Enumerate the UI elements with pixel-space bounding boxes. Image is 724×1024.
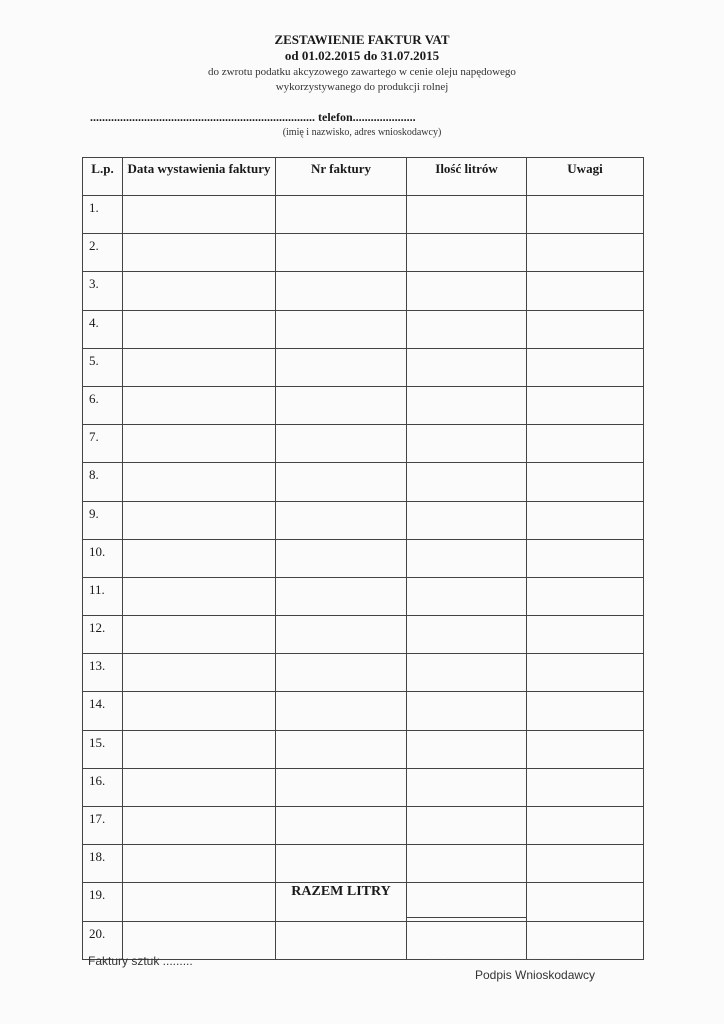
invoice-date-cell[interactable] <box>123 425 276 463</box>
invoice-number-cell[interactable] <box>276 234 407 272</box>
invoice-date-cell[interactable] <box>123 730 276 768</box>
invoice-date-cell[interactable] <box>123 883 276 921</box>
notes-cell[interactable] <box>527 463 644 501</box>
liters-cell[interactable] <box>407 234 527 272</box>
liters-cell[interactable] <box>407 692 527 730</box>
row-number: 10. <box>83 539 123 577</box>
notes-cell[interactable] <box>527 845 644 883</box>
notes-cell[interactable] <box>527 348 644 386</box>
liters-cell[interactable] <box>407 845 527 883</box>
row-number: 6. <box>83 386 123 424</box>
invoice-date-cell[interactable] <box>123 272 276 310</box>
table-row <box>83 463 644 501</box>
invoice-date-cell[interactable] <box>123 196 276 234</box>
invoice-number-cell[interactable] <box>276 807 407 845</box>
notes-cell[interactable] <box>527 616 644 654</box>
table-row <box>83 768 644 806</box>
notes-cell[interactable] <box>527 539 644 577</box>
invoice-number-cell[interactable] <box>276 348 407 386</box>
liters-cell[interactable] <box>407 616 527 654</box>
liters-cell[interactable] <box>407 463 527 501</box>
purpose-line-2: wykorzystywanego do produkcji rolnej <box>275 81 449 93</box>
notes-cell[interactable] <box>527 310 644 348</box>
row-number: 11. <box>83 577 123 615</box>
header-invoice-date: Data wystawienia faktury <box>123 158 276 196</box>
notes-cell[interactable] <box>527 196 644 234</box>
row-number: 12. <box>83 616 123 654</box>
notes-cell[interactable] <box>527 386 644 424</box>
invoice-date-cell[interactable] <box>123 463 276 501</box>
row-number: 20. <box>83 921 123 959</box>
row-number: 5. <box>83 348 123 386</box>
row-number: 2. <box>83 234 123 272</box>
table-row <box>83 348 644 386</box>
table-row <box>83 425 644 463</box>
liters-cell[interactable] <box>407 730 527 768</box>
invoice-number-cell[interactable] <box>276 501 407 539</box>
document-period: od 01.02.2015 do 31.07.2015 <box>284 48 440 63</box>
table-row <box>83 577 644 615</box>
notes-cell[interactable] <box>527 807 644 845</box>
invoice-date-cell[interactable] <box>123 845 276 883</box>
invoice-date-cell[interactable] <box>123 807 276 845</box>
invoice-number-cell[interactable] <box>276 310 407 348</box>
invoice-date-cell[interactable] <box>123 692 276 730</box>
notes-cell[interactable] <box>527 577 644 615</box>
invoice-number-cell[interactable] <box>276 768 407 806</box>
row-number: 14. <box>83 692 123 730</box>
applicant-dots: ........................................................................... <box>90 110 315 124</box>
invoice-number-cell[interactable] <box>276 577 407 615</box>
row-number: 13. <box>83 654 123 692</box>
invoice-date-cell[interactable] <box>123 539 276 577</box>
table-row <box>83 616 644 654</box>
invoice-number-cell[interactable] <box>276 463 407 501</box>
liters-cell[interactable] <box>407 807 527 845</box>
invoice-date-cell[interactable] <box>123 348 276 386</box>
row-number: 1. <box>83 196 123 234</box>
liters-cell[interactable] <box>407 272 527 310</box>
table-row <box>83 654 644 692</box>
signature-line: .............................................. <box>430 952 580 962</box>
header-lp: L.p. <box>83 158 123 196</box>
applicant-caption: (imię i nazwisko, adres wnioskodawcy) <box>282 127 442 138</box>
table-row <box>83 310 644 348</box>
invoice-date-cell[interactable] <box>123 501 276 539</box>
invoice-date-cell[interactable] <box>123 577 276 615</box>
table-row <box>83 196 644 234</box>
table-row <box>83 386 644 424</box>
row-number: 4. <box>83 310 123 348</box>
notes-cell[interactable] <box>527 272 644 310</box>
row-number: 18. <box>83 845 123 883</box>
invoice-number-cell[interactable] <box>276 539 407 577</box>
liters-cell[interactable] <box>407 386 527 424</box>
invoice-date-cell[interactable] <box>123 234 276 272</box>
table-row <box>83 234 644 272</box>
row-number: 19. <box>83 883 123 921</box>
liters-cell[interactable] <box>407 577 527 615</box>
row-number: 15. <box>83 730 123 768</box>
invoices-count: Faktury sztuk ......... <box>88 954 193 968</box>
liters-cell[interactable] <box>407 348 527 386</box>
row-number: 7. <box>83 425 123 463</box>
table-row <box>83 539 644 577</box>
liters-cell[interactable] <box>407 768 527 806</box>
notes-cell[interactable] <box>527 768 644 806</box>
purpose-line-1: do zwrotu podatku akcyzowego zawartego w cenie oleju napędowego <box>208 66 516 78</box>
invoice-date-cell[interactable] <box>123 386 276 424</box>
invoice-table <box>82 157 644 960</box>
invoice-number-cell[interactable] <box>276 196 407 234</box>
table-row <box>83 807 644 845</box>
table-row <box>83 272 644 310</box>
liters-cell[interactable] <box>407 539 527 577</box>
liters-cell[interactable] <box>407 425 527 463</box>
row-number: 3. <box>83 272 123 310</box>
invoice-number-cell[interactable] <box>276 386 407 424</box>
notes-cell[interactable] <box>527 234 644 272</box>
invoice-number-cell[interactable] <box>276 921 407 959</box>
invoice-number-cell[interactable] <box>276 845 407 883</box>
notes-cell[interactable] <box>527 425 644 463</box>
notes-cell[interactable] <box>527 654 644 692</box>
invoice-number-cell[interactable] <box>276 616 407 654</box>
total-liters-cell[interactable] <box>406 881 527 918</box>
notes-cell[interactable] <box>527 730 644 768</box>
signature-label: Podpis Wnioskodawcy <box>475 968 596 982</box>
header-invoice-number: Nr faktury <box>276 158 407 196</box>
notes-cell[interactable] <box>527 501 644 539</box>
liters-cell[interactable] <box>407 196 527 234</box>
table-row <box>83 730 644 768</box>
header-notes: Uwagi <box>527 158 644 196</box>
header-liters: Ilość litrów <box>407 158 527 196</box>
notes-cell[interactable] <box>527 883 644 921</box>
applicant-line <box>90 110 640 125</box>
invoice-date-cell[interactable] <box>123 654 276 692</box>
invoice-date-cell[interactable] <box>123 310 276 348</box>
phone-label: telefon..................... <box>318 110 416 124</box>
row-number: 8. <box>83 463 123 501</box>
liters-cell[interactable] <box>407 654 527 692</box>
liters-cell[interactable] <box>407 310 527 348</box>
invoice-date-cell[interactable] <box>123 768 276 806</box>
table-row <box>83 501 644 539</box>
liters-cell[interactable] <box>407 501 527 539</box>
notes-cell[interactable] <box>527 692 644 730</box>
invoice-number-cell[interactable] <box>276 730 407 768</box>
row-number: 16. <box>83 768 123 806</box>
invoice-number-cell[interactable] <box>276 272 407 310</box>
row-number: 9. <box>83 501 123 539</box>
invoice-number-cell[interactable] <box>276 654 407 692</box>
total-label: RAZEM LITRY <box>291 884 391 899</box>
document-title: ZESTAWIENIE FAKTUR VAT <box>274 32 450 47</box>
table-row <box>83 845 644 883</box>
table-row <box>83 692 644 730</box>
table-header-row <box>83 158 644 196</box>
row-number: 17. <box>83 807 123 845</box>
invoice-number-cell[interactable] <box>276 425 407 463</box>
invoice-date-cell[interactable] <box>123 616 276 654</box>
invoice-number-cell[interactable] <box>276 692 407 730</box>
